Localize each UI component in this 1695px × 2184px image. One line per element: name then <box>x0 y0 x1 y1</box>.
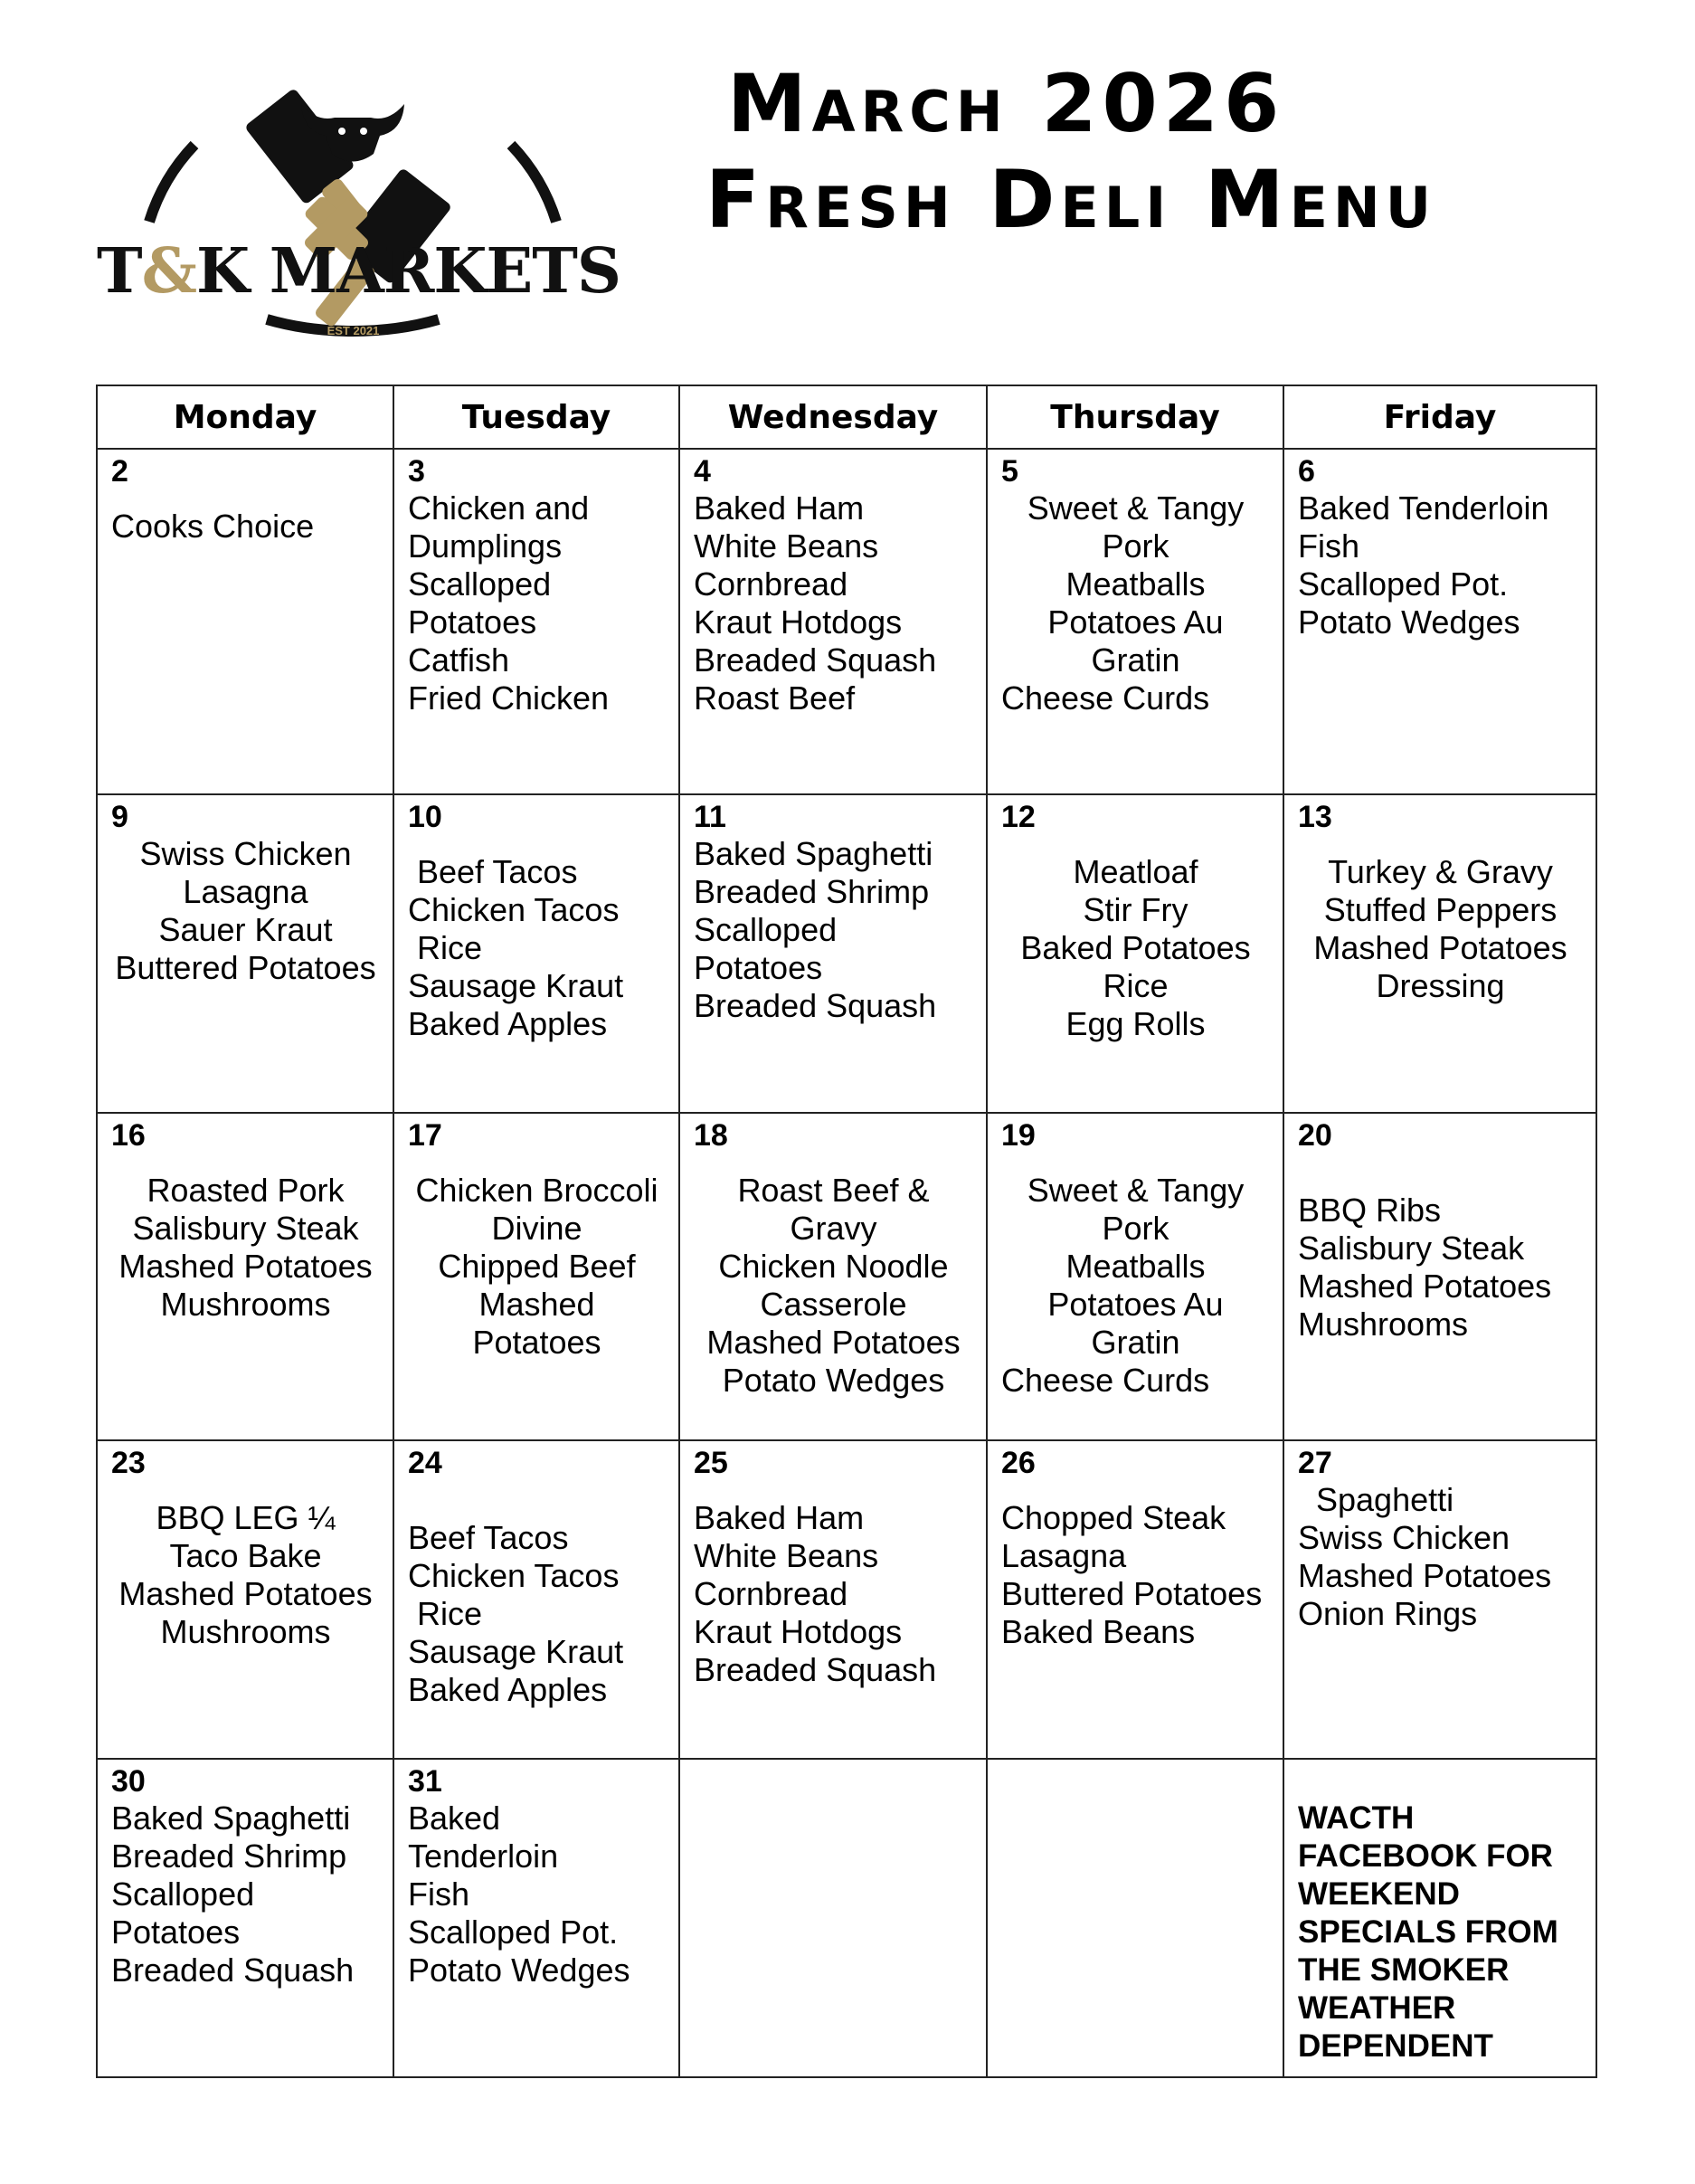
menu-items <box>1298 1481 1583 1633</box>
day-cell <box>679 1440 987 1759</box>
menu-item: Potatoes <box>694 949 823 986</box>
menu-item: Meatballs <box>1065 565 1206 603</box>
day-cell <box>987 1113 1283 1440</box>
menu-item: Potatoes <box>111 1913 241 1951</box>
day-number: 5 <box>1001 454 1018 489</box>
day-cell <box>393 449 679 794</box>
menu-item: White Beans <box>694 1537 879 1574</box>
menu-item: Onion Rings <box>1298 1595 1478 1632</box>
menu-item: Breaded Shrimp <box>111 1837 347 1875</box>
menu-item: Kraut Hotdogs <box>694 1613 903 1650</box>
menu-item: Salisbury Steak <box>132 1210 359 1247</box>
menu-item: Chipped Beef <box>438 1248 636 1285</box>
menu-item: Pork <box>1102 1210 1169 1247</box>
menu-item: Mashed Potatoes <box>1298 1557 1552 1594</box>
day-cell <box>393 1113 679 1440</box>
menu-item: Casserole <box>760 1286 907 1323</box>
menu-item: Divine <box>491 1210 582 1247</box>
menu-item: Scalloped Pot. <box>408 1913 619 1951</box>
day-cell <box>679 794 987 1113</box>
menu-item: Meatloaf <box>1073 853 1198 890</box>
menu-items <box>408 1799 666 1989</box>
day-cell <box>1283 794 1596 1113</box>
menu-items <box>111 489 380 546</box>
menu-items <box>694 1481 973 1689</box>
menu-item: Roasted Pork <box>147 1172 345 1209</box>
title-month: March 2026 <box>727 57 1285 150</box>
weekday-header: Friday <box>1283 385 1596 449</box>
menu-items <box>694 1154 973 1400</box>
menu-items <box>408 489 666 717</box>
menu-items <box>408 835 666 1043</box>
day-cell <box>987 1440 1283 1759</box>
weekday-header-row <box>97 385 1596 449</box>
day-cell <box>1283 1113 1596 1440</box>
menu-item: Gratin <box>1091 641 1180 679</box>
weekday-header: Thursday <box>987 385 1283 449</box>
menu-item: Baked Potatoes <box>1020 929 1251 966</box>
menu-item: Potatoes <box>472 1324 601 1361</box>
menu-item: Rice <box>1103 967 1169 1004</box>
day-number: 2 <box>111 454 128 489</box>
day-cell <box>679 449 987 794</box>
established-label: EST 2021 <box>327 324 380 337</box>
menu-item: Scalloped Pot. <box>1298 565 1509 603</box>
menu-title <box>705 56 1664 248</box>
weekday-header: Tuesday <box>393 385 679 449</box>
menu-item: Taco Bake <box>169 1537 322 1574</box>
day-number: 13 <box>1298 800 1332 834</box>
notice-cell <box>1283 1759 1596 2077</box>
day-cell <box>97 1759 393 2077</box>
day-number: 24 <box>408 1446 442 1480</box>
menu-item: Potatoes <box>408 603 537 641</box>
menu-item: Chicken Broccoli <box>415 1172 658 1209</box>
menu-item: Salisbury Steak <box>1298 1230 1525 1267</box>
menu-item: Baked Spaghetti <box>694 835 933 872</box>
menu-item: Roast Beef & <box>737 1172 930 1209</box>
menu-item: Breaded Squash <box>111 1951 355 1989</box>
menu-item: Fish <box>1298 527 1360 565</box>
day-number: 26 <box>1001 1446 1036 1480</box>
menu-item: Beef Tacos <box>408 1519 569 1556</box>
brand-name: T&K MARKETS <box>97 235 620 308</box>
week-row <box>97 449 1596 794</box>
weekday-header: Monday <box>97 385 393 449</box>
menu-item: Mushrooms <box>1298 1306 1469 1343</box>
day-cell <box>97 1113 393 1440</box>
day-cell <box>97 1440 393 1759</box>
menu-item: Roast Beef <box>694 679 856 717</box>
menu-item: Tenderloin <box>408 1837 559 1875</box>
menu-item: Mushrooms <box>160 1286 331 1323</box>
menu-item: Rice <box>417 1595 483 1632</box>
menu-item: Sausage Kraut <box>408 967 624 1004</box>
menu-item: Dressing <box>1376 967 1505 1004</box>
menu-item: Mashed Potatoes <box>1313 929 1567 966</box>
menu-item: Potato Wedges <box>722 1362 945 1399</box>
menu-items <box>1001 1154 1270 1400</box>
day-cell <box>1283 1440 1596 1759</box>
week-row <box>97 794 1596 1113</box>
menu-item: Mushrooms <box>160 1613 331 1650</box>
day-number: 23 <box>111 1446 146 1480</box>
menu-item: Mashed Potatoes <box>1298 1268 1552 1305</box>
menu-item: Breaded Squash <box>694 987 937 1024</box>
weekend-specials-notice: WACTH FACEBOOK FOR WEEKEND SPECIALS FROM THE SMOKER WEATHER DEPENDENT <box>1298 1800 1558 2064</box>
day-number: 9 <box>111 800 128 834</box>
menu-items <box>1298 835 1583 1005</box>
day-cell <box>393 1759 679 2077</box>
menu-items <box>408 1154 666 1362</box>
menu-item: Baked Apples <box>408 1005 608 1042</box>
day-number: 27 <box>1298 1446 1332 1480</box>
menu-items <box>1001 489 1270 717</box>
menu-item: Cheese Curds <box>1001 679 1210 717</box>
menu-items <box>408 1481 666 1709</box>
menu-item: Potatoes Au <box>1047 1286 1224 1323</box>
menu-item: Scalloped <box>111 1875 255 1913</box>
day-number: 3 <box>408 454 425 489</box>
tk-markets-logo <box>86 86 620 366</box>
menu-item: Chicken Tacos <box>408 891 620 928</box>
menu-item: Buttered Potatoes <box>1001 1575 1263 1612</box>
day-number: 25 <box>694 1446 728 1480</box>
day-cell <box>679 1113 987 1440</box>
menu-item: Gratin <box>1091 1324 1180 1361</box>
menu-items <box>111 835 380 987</box>
menu-item: Baked Ham <box>694 1499 865 1536</box>
menu-item: Mashed <box>478 1286 595 1323</box>
menu-item: White Beans <box>694 527 879 565</box>
menu-item: Baked Apples <box>408 1671 608 1708</box>
menu-item: Mashed Potatoes <box>118 1575 373 1612</box>
menu-item: Stuffed Peppers <box>1323 891 1558 928</box>
day-number: 16 <box>111 1118 146 1153</box>
day-number: 12 <box>1001 800 1036 834</box>
menu-item: Rice <box>417 929 483 966</box>
day-number: 19 <box>1001 1118 1036 1153</box>
menu-item: Chicken Noodle <box>718 1248 949 1285</box>
menu-item: Breaded Squash <box>694 641 937 679</box>
menu-items <box>111 1481 380 1651</box>
menu-item: Baked Tenderloin <box>1298 489 1549 527</box>
menu-item: Meatballs <box>1065 1248 1206 1285</box>
empty-day-cell <box>679 1759 987 2077</box>
menu-item: Cornbread <box>694 1575 848 1612</box>
menu-item: Stir Fry <box>1083 891 1188 928</box>
menu-item: Fried Chicken <box>408 679 610 717</box>
menu-item: Sweet & Tangy <box>1027 489 1245 527</box>
menu-item: Kraut Hotdogs <box>694 603 903 641</box>
day-cell <box>987 794 1283 1113</box>
day-number: 17 <box>408 1118 442 1153</box>
empty-day-cell <box>987 1759 1283 2077</box>
day-number: 18 <box>694 1118 728 1153</box>
menu-item: Sauer Kraut <box>158 911 333 948</box>
menu-item: Chicken and <box>408 489 590 527</box>
day-number: 30 <box>111 1764 146 1799</box>
menu-item: Gravy <box>790 1210 877 1247</box>
menu-item: Sausage Kraut <box>408 1633 624 1670</box>
menu-item: Baked Ham <box>694 489 865 527</box>
menu-item: Breaded Shrimp <box>694 873 930 910</box>
menu-item: Cooks Choice <box>111 508 315 545</box>
menu-item: Swiss Chicken <box>139 835 352 872</box>
week-row <box>97 1113 1596 1440</box>
day-number: 31 <box>408 1764 442 1799</box>
menu-item: Breaded Squash <box>694 1651 937 1688</box>
menu-item: Scalloped <box>694 911 838 948</box>
menu-item: BBQ Ribs <box>1298 1192 1442 1229</box>
menu-items <box>1298 489 1583 641</box>
day-cell <box>393 794 679 1113</box>
menu-item: Baked Beans <box>1001 1613 1196 1650</box>
menu-item: Lasagna <box>183 873 308 910</box>
menu-item: Cornbread <box>694 565 848 603</box>
menu-item: Fish <box>408 1875 470 1913</box>
menu-item: Swiss Chicken <box>1298 1519 1510 1556</box>
menu-item: Scalloped <box>408 565 552 603</box>
day-number: 10 <box>408 800 442 834</box>
menu-item: Sweet & Tangy <box>1027 1172 1245 1209</box>
title-menu: Fresh Deli Menu <box>705 153 1437 246</box>
day-cell <box>97 794 393 1113</box>
day-number: 11 <box>694 800 726 834</box>
menu-items <box>1001 1481 1270 1651</box>
day-cell <box>393 1440 679 1759</box>
menu-item: Turkey & Gravy <box>1328 853 1553 890</box>
menu-item: Chicken Tacos <box>408 1557 620 1594</box>
day-cell <box>97 449 393 794</box>
day-cell <box>1283 449 1596 794</box>
menu-items <box>694 489 973 717</box>
week-row <box>97 1759 1596 2077</box>
weekday-header: Wednesday <box>679 385 987 449</box>
menu-item: Cheese Curds <box>1001 1362 1210 1399</box>
menu-item: Lasagna <box>1001 1537 1127 1574</box>
week-row <box>97 1440 1596 1759</box>
menu-item: Mashed Potatoes <box>118 1248 373 1285</box>
menu-item: Buttered Potatoes <box>115 949 376 986</box>
menu-item: Mashed Potatoes <box>706 1324 961 1361</box>
day-cell <box>987 449 1283 794</box>
day-number: 20 <box>1298 1118 1332 1153</box>
menu-item: Chopped Steak <box>1001 1499 1226 1536</box>
menu-items <box>111 1154 380 1324</box>
menu-item: Spaghetti <box>1316 1481 1454 1518</box>
menu-items <box>1001 835 1270 1043</box>
day-number: 6 <box>1298 454 1315 489</box>
menu-items <box>111 1799 380 1989</box>
menu-item: Beef Tacos <box>417 853 578 890</box>
menu-items <box>1298 1154 1583 1344</box>
menu-item: Catfish <box>408 641 510 679</box>
menu-item: Potato Wedges <box>408 1951 630 1989</box>
menu-item: Potatoes Au <box>1047 603 1224 641</box>
menu-calendar <box>96 385 1597 2078</box>
menu-item: BBQ LEG ¼ <box>156 1499 336 1536</box>
menu-item: Pork <box>1102 527 1169 565</box>
day-number: 4 <box>694 454 711 489</box>
menu-item: Egg Rolls <box>1065 1005 1206 1042</box>
menu-items <box>694 835 973 1025</box>
menu-item: Baked <box>408 1799 501 1837</box>
menu-item: Potato Wedges <box>1298 603 1520 641</box>
menu-item: Dumplings <box>408 527 563 565</box>
menu-item: Baked Spaghetti <box>111 1799 351 1837</box>
